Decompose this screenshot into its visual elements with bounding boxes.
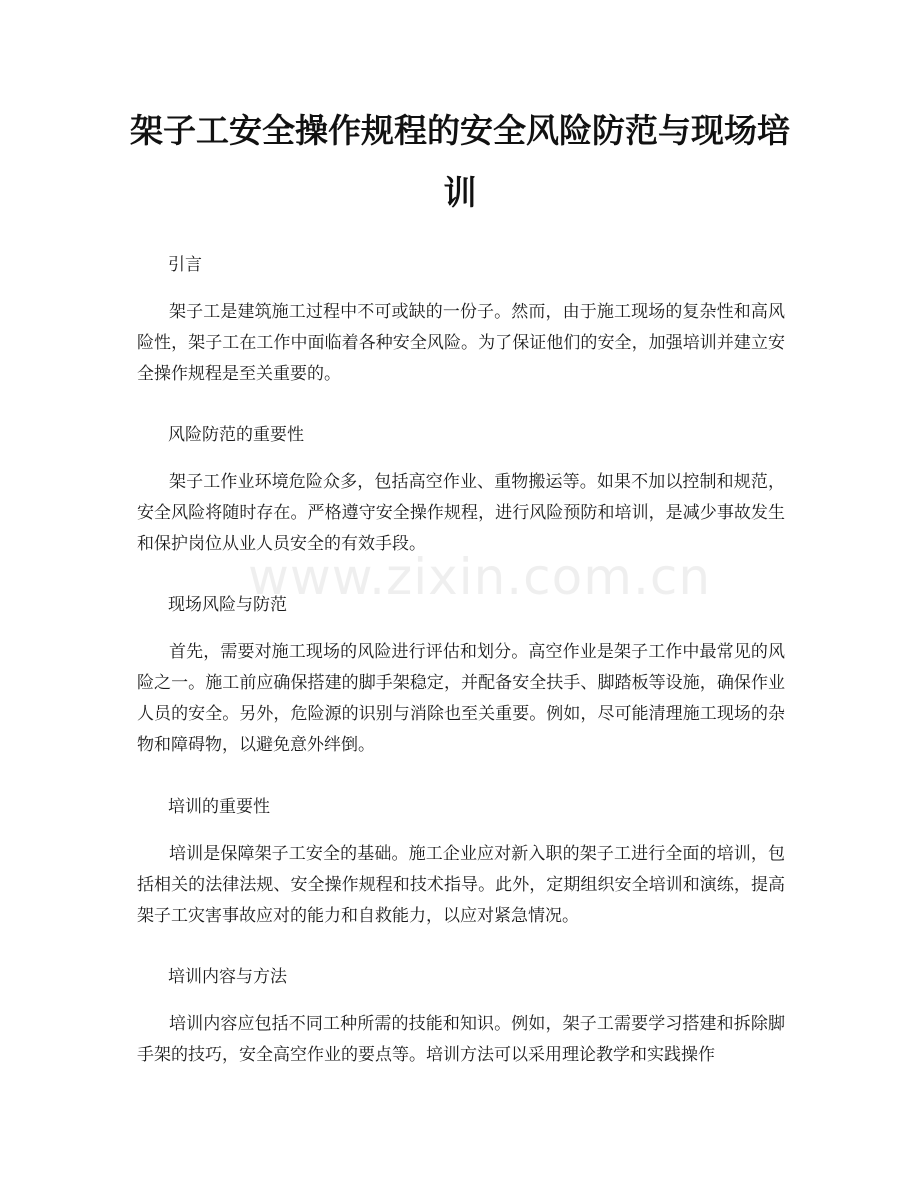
section-heading-training-content: 培训内容与方法 bbox=[168, 967, 287, 987]
section-heading-importance: 风险防范的重要性 bbox=[168, 425, 304, 445]
watermark: www.zixin.com.cn bbox=[248, 548, 712, 606]
section-heading-onsite-risk: 现场风险与防范 bbox=[168, 595, 287, 615]
paragraph-training-content: 培训内容应包括不同工种所需的技能和知识。例如，架子工需要学习搭建和拆除脚手架的技巧，安全高空作业的要点等。培训方法可以采用理论教学和实践操作 bbox=[137, 1014, 785, 1065]
paragraph-training-importance: 培训是保障架子工安全的基础。施工企业应对新入职的架子工进行全面的培训，包括相关的法律法规、安全操作规程和技术指导。此外，定期组织安全培训和演练，提高架子工灾害事故应对的能力和自救能力，以应对紧急情况。 bbox=[137, 844, 785, 926]
paragraph-onsite-risk: 首先，需要对施工现场的风险进行评估和划分。高空作业是架子工作中最常见的风险之一。施工前应确保搭建的脚手架稳定，并配备安全扶手、脚踏板等设施，确保作业人员的安全。另外，危险源的识别与消除也至关重要。例如，尽可能清理施工现场的杂物和障碍物，以避免意外绊倒。 bbox=[137, 642, 785, 755]
document-title: 架子工安全操作规程的安全风险防范与现场培训 bbox=[130, 111, 790, 212]
section-heading-intro: 引言 bbox=[168, 255, 202, 275]
section-heading-training-importance: 培训的重要性 bbox=[168, 797, 270, 817]
paragraph-importance: 架子工作业环境危险众多，包括高空作业、重物搬运等。如果不加以控制和规范，安全风险将随时存在。严格遵守安全操作规程，进行风险预防和培训，是减少事故发生和保护岗位从业人员安全的有效手段。 bbox=[137, 472, 785, 554]
paragraph-intro: 架子工是建筑施工过程中不可或缺的一份子。然而，由于施工现场的复杂性和高风险性，架子工在工作中面临着各种安全风险。为了保证他们的安全，加强培训并建立安全操作规程是至关重要的。 bbox=[137, 302, 785, 384]
